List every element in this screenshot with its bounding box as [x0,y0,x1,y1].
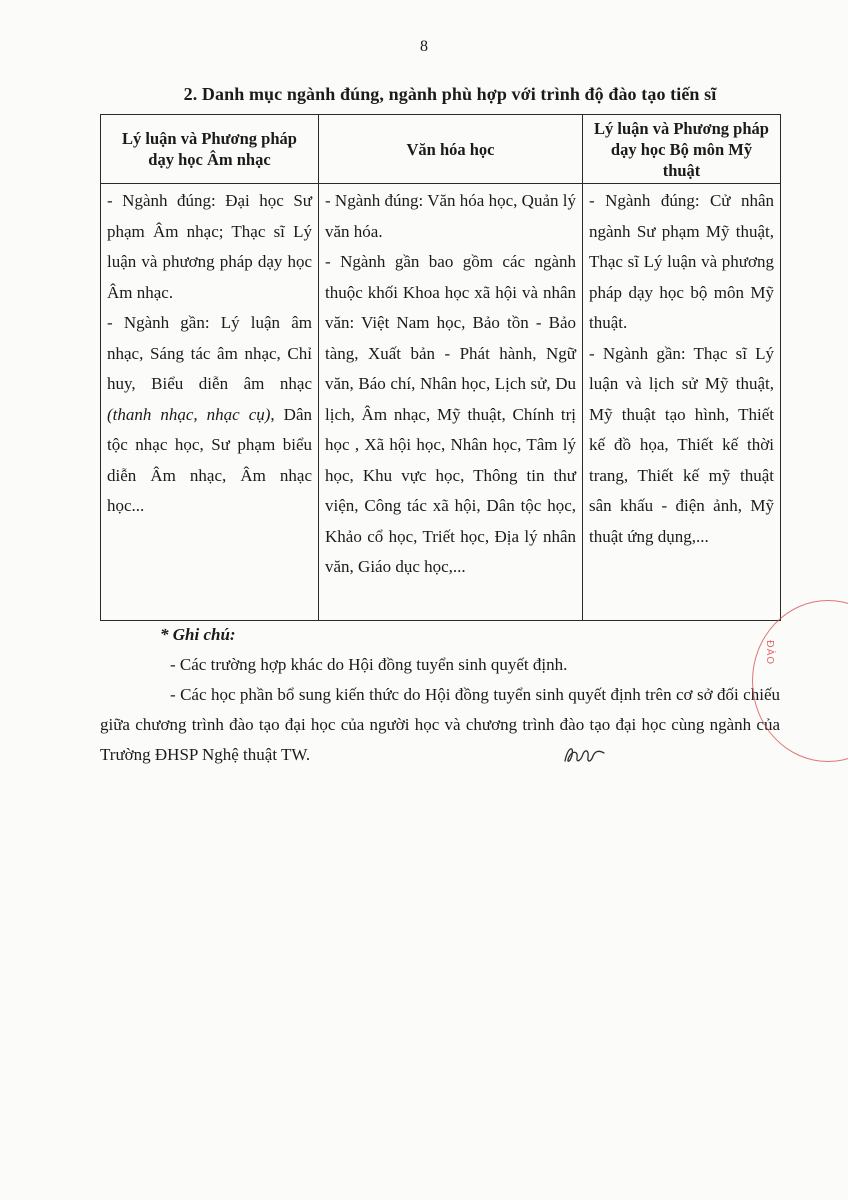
note-item: - Các trường hợp khác do Hội đồng tuyển sinh quyết định. [170,655,568,674]
initials-signature [562,741,608,767]
related-majors-text: - Ngành gần bao gồm các ngành thuộc khối Khoa học xã hội và nhân văn: Việt Nam học, Bảo tồn - Bảo tàng, Xuất bản - Phát hành, Ngữ văn, Báo chí, Nhân học, Lịch sử, Du lịch, Âm nhạc, Mỹ thuật, Chính trị học , Xã hội học, Nhân học, Tâm lý học, Khu vực học, Thông tin thư viện, Công tác xã hội, Dân tộc học, Khảo cổ học, Triết học, Địa lý nhân văn, Giáo dục học,... [325,252,576,576]
related-majors-lead: - Ngành gần: Lý luận âm nhạc, Sáng tác âm nhạc, Chỉ huy, Biểu diễn âm nhạc [107,313,312,393]
related-majors-italic: (thanh nhạc, nhạc cụ) [107,404,271,424]
related-majors-tail: , Dân tộc nhạc học, Sư phạm biểu diễn Âm nhạc, Âm nhạc học... [107,404,312,515]
related-majors-text: - Ngành gần: Thạc sĩ Lý luận và lịch sử Mỹ thuật, Mỹ thuật tạo hình, Thiết kế đồ họa, Thiết kế thời trang, Thiết kế mỹ thuật sân khấu - điện ảnh, Mỹ thuật ứng dụng,... [589,343,774,546]
header-cultural-studies: Văn hóa học [319,115,583,184]
note-item: - Các học phần bổ sung kiến thức do Hội đồng tuyển sinh quyết định trên cơ sở đối chiếu giữa chương trình đào tạo đại học của người học và chương trình đào tạo đại học cùng ngành của Trường ĐHSP Nghệ thuật TW. [100,685,780,764]
table-row [101,184,781,621]
header-fine-arts-pedagogy: Lý luận và Phương pháp dạy học Bộ môn Mỹ thuật [583,115,781,184]
stamp-text: ĐÀO [764,640,775,666]
cell-music-pedagogy [101,184,319,621]
cell-cultural-studies [319,184,583,621]
table-header-row [101,115,781,184]
page-number: 8 [420,38,428,55]
correct-majors-text: - Ngành đúng: Cử nhân ngành Sư phạm Mỹ thuật, Thạc sĩ Lý luận và phương pháp dạy học bộ môn Mỹ thuật. [589,191,774,332]
related-majors-text [107,308,312,522]
cell-fine-arts-pedagogy [583,184,781,621]
section-heading: 2. Danh mục ngành đúng, ngành phù hợp với trình độ đào tạo tiến sĩ [183,84,717,104]
notes-title: * Ghi chú: [160,625,236,644]
majors-table [100,114,781,621]
header-music-pedagogy: Lý luận và Phương pháp dạy học Âm nhạc [101,115,319,184]
correct-majors-text: - Ngành đúng: Văn hóa học, Quản lý văn hóa. [325,191,576,241]
correct-majors-text: - Ngành đúng: Đại học Sư phạm Âm nhạc; Thạc sĩ Lý luận và phương pháp dạy học Âm nhạc. [107,191,312,302]
